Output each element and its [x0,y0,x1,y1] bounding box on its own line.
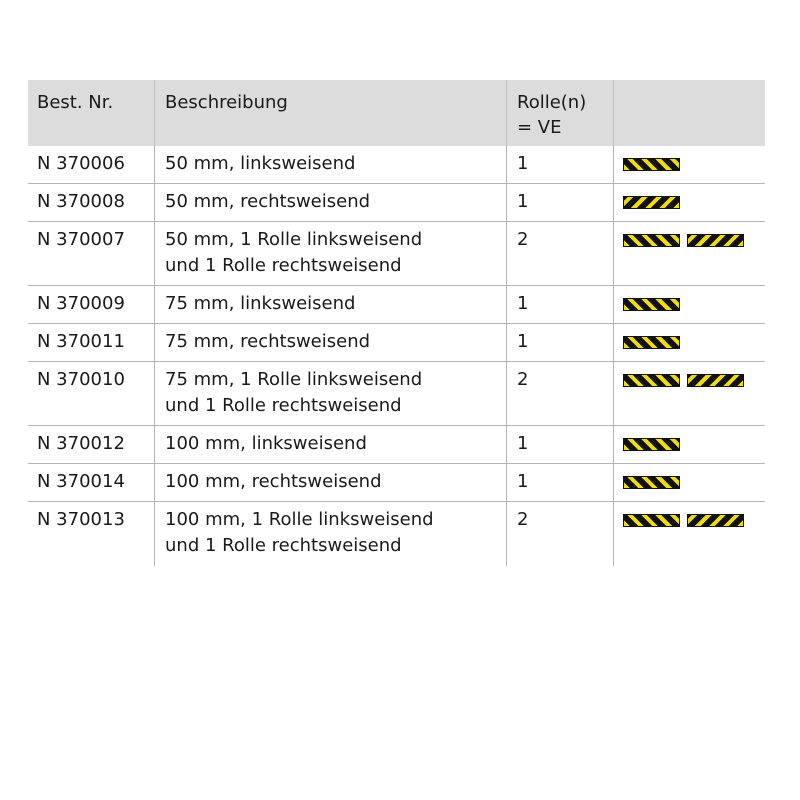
cell-rollen-ve: 2 [506,362,613,425]
table-row [28,426,765,464]
cell-rollen-ve: 1 [506,426,613,463]
description-line-1: 50 mm, 1 Rolle linksweisend [165,229,423,250]
cell-best-nr: N 370006 [37,153,125,174]
cell-beschreibung [154,184,506,221]
header-rollen-line1: Rolle(n) [517,92,587,113]
description-line-1: 50 mm, linksweisend [165,153,356,174]
description-line-1: 100 mm, linksweisend [165,433,367,454]
cell-beschreibung [154,222,506,285]
cell-abbildung [613,286,765,323]
cell-beschreibung [154,426,506,463]
description-line-1: 100 mm, rechtsweisend [165,471,382,492]
header-best-nr: Best. Nr. [37,92,114,113]
table-row [28,146,765,184]
cell-best-nr: N 370009 [37,293,125,314]
cell-abbildung [613,146,765,183]
left-stripe-icon [623,438,680,451]
cell-abbildung [613,184,765,221]
left-stripe-icon [623,476,680,489]
cell-rollen-ve: 1 [506,324,613,361]
left-stripe-icon [623,514,680,527]
description-line-2: und 1 Rolle rechtsweisend [165,535,402,556]
cell-rollen-ve: 1 [506,464,613,501]
cell-abbildung [613,502,765,566]
cell-beschreibung [154,324,506,361]
cell-beschreibung [154,362,506,425]
cell-best-nr: N 370008 [37,191,125,212]
cell-best-nr: N 370012 [37,433,125,454]
left-stripe-icon [623,234,680,247]
cell-best-nr: N 370010 [37,369,125,390]
description-line-1: 100 mm, 1 Rolle linksweisend [165,509,434,530]
cell-abbildung [613,324,765,361]
cell-rollen-ve: 1 [506,286,613,323]
cell-rollen-ve: 2 [506,502,613,566]
cell-best-nr: N 370007 [37,229,125,250]
header-rollen-line2: = VE [517,117,562,138]
table-row [28,184,765,222]
description-line-2: und 1 Rolle rechtsweisend [165,395,402,416]
header-rollen-ve [506,80,613,146]
table-body [28,146,765,566]
cell-best-nr: N 370013 [37,509,125,530]
cell-rollen-ve: 1 [506,146,613,183]
right-stripe-icon [623,196,680,209]
cell-rollen-ve: 1 [506,184,613,221]
cell-beschreibung [154,146,506,183]
cell-abbildung [613,464,765,501]
description-line-1: 50 mm, rechtsweisend [165,191,371,212]
table-row [28,464,765,502]
cell-abbildung [613,222,765,285]
table-row [28,324,765,362]
left-stripe-icon [623,336,680,349]
right-stripe-icon [687,234,744,247]
cell-best-nr: N 370011 [37,331,125,352]
description-line-2: und 1 Rolle rechtsweisend [165,255,402,276]
cell-beschreibung [154,502,506,566]
description-line-1: 75 mm, rechtsweisend [165,331,371,352]
cell-beschreibung [154,286,506,323]
description-line-1: 75 mm, linksweisend [165,293,356,314]
table-row [28,502,765,566]
left-stripe-icon [623,158,680,171]
table-row [28,362,765,426]
cell-abbildung [613,362,765,425]
cell-abbildung [613,426,765,463]
cell-rollen-ve: 2 [506,222,613,285]
cell-best-nr: N 370014 [37,471,125,492]
left-stripe-icon [623,298,680,311]
table-row [28,286,765,324]
cell-beschreibung [154,464,506,501]
header-beschreibung: Beschreibung [154,80,506,146]
right-stripe-icon [687,514,744,527]
header-abbildung [613,80,765,146]
product-table [28,80,765,566]
table-header [28,80,765,146]
right-stripe-icon [687,374,744,387]
left-stripe-icon [623,374,680,387]
table-row [28,222,765,286]
description-line-1: 75 mm, 1 Rolle linksweisend [165,369,423,390]
